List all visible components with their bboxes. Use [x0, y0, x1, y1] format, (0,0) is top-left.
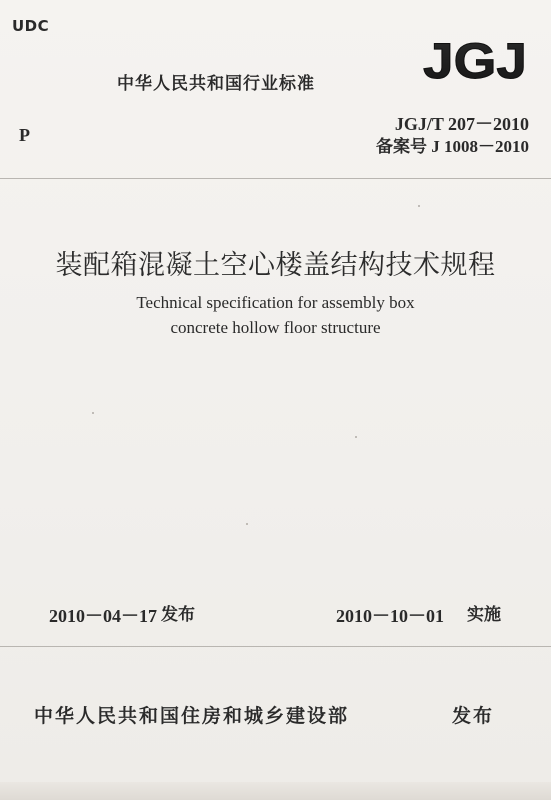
paper-speck	[418, 205, 420, 207]
udc-label: UDC	[12, 17, 50, 35]
footer-issuer-label: 发布	[452, 705, 495, 727]
issuer-line: 中华人民共和国行业标准	[117, 74, 315, 94]
jgj-logo-mark	[420, 32, 530, 88]
jgj-logo	[420, 32, 530, 88]
title-chinese: 装配箱混凝土空心楼盖结构技术规程	[55, 250, 496, 281]
paper-speck	[355, 436, 357, 438]
footer-issuer: 中华人民共和国住房和城乡建设部	[34, 705, 350, 727]
title-english-line1: Technical specification for assembly box	[136, 293, 415, 312]
publish-label: 发布	[161, 605, 195, 625]
category-code: P	[19, 125, 30, 145]
footer-divider	[0, 646, 551, 647]
effective-label: 实施	[467, 605, 501, 625]
paper-speck	[92, 412, 94, 414]
paper-speck	[246, 523, 248, 525]
publish-date: 2010－04－17	[49, 606, 157, 626]
header-divider	[0, 178, 551, 179]
effective-date: 2010－10－01	[336, 606, 444, 626]
logo-text: JGJ	[423, 33, 527, 88]
record-number: 备案号 J 1008－2010	[376, 137, 529, 156]
standard-number: JGJ/T 207－2010	[394, 114, 529, 134]
cover-bottom-edge	[0, 782, 551, 800]
title-english-line2: concrete hollow floor structure	[170, 318, 381, 337]
